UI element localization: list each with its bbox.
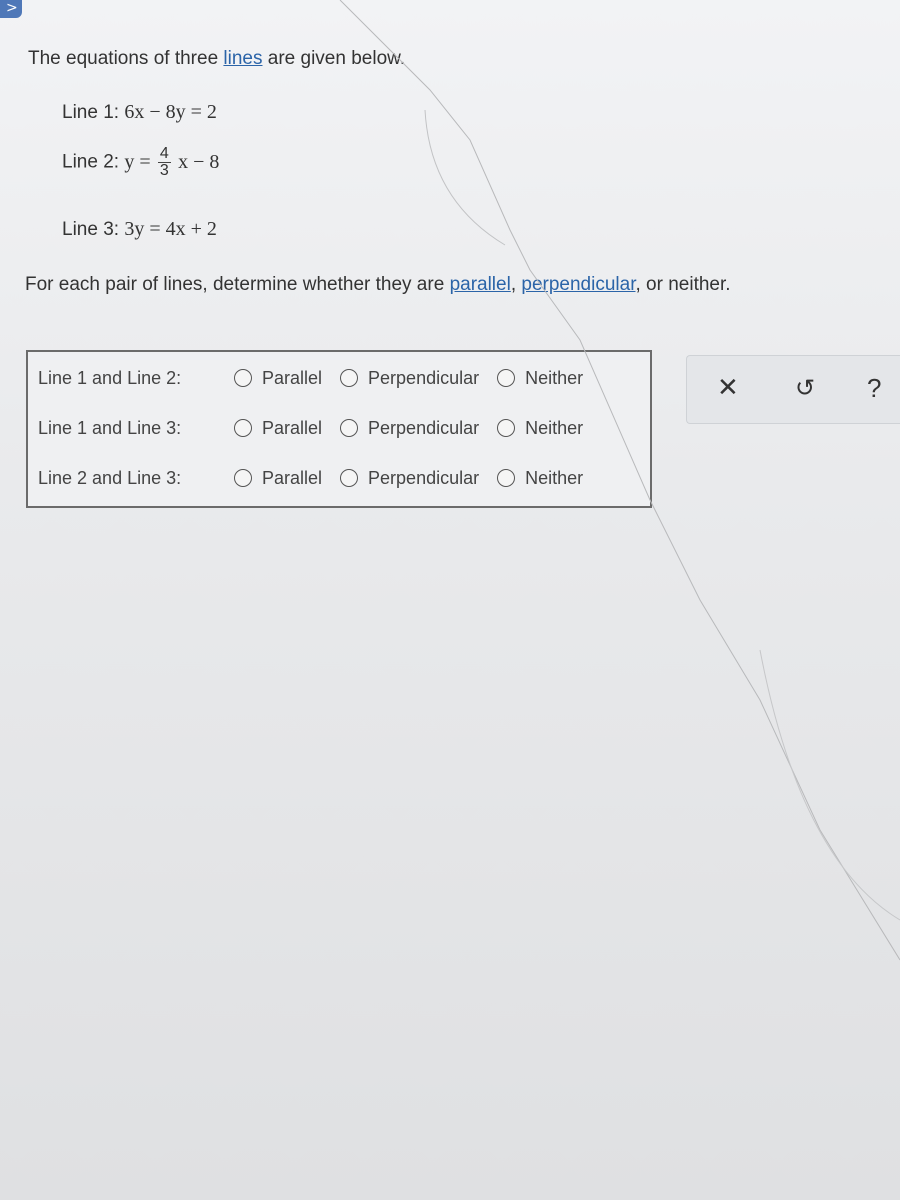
parallel-link[interactable]: parallel [449,274,511,295]
answer-box [26,350,652,508]
prompt-separator: , [510,274,522,295]
option-perpendicular[interactable] [340,368,479,389]
radio-button[interactable] [234,419,252,437]
line1-label: Line 1: [62,102,120,123]
close-icon[interactable]: ✕ [717,373,739,403]
answer-row-1-2 [38,364,601,392]
line2-fraction [158,146,171,179]
equation-line-2 [62,146,219,198]
answer-toolbar [686,355,900,424]
prompt-text-end: , or neither. [635,274,731,295]
option-label: Perpendicular [368,367,480,388]
chevron-icon: > [6,0,18,16]
option-neither[interactable] [497,368,583,389]
option-perpendicular[interactable] [340,468,479,489]
radio-button[interactable] [340,469,358,487]
line3-label: Line 3: [62,219,120,240]
intro-text: The equations of three [28,48,224,69]
option-label: Perpendicular [368,467,480,488]
option-label: Neither [525,417,584,438]
line2-label: Line 2: [62,151,120,173]
option-label: Parallel [262,417,323,438]
row-label: Line 2 and Line 3: [38,467,182,488]
radio-button[interactable] [340,419,358,437]
option-label: Neither [525,467,584,488]
line2-lhs: y = [124,151,151,173]
radio-button[interactable] [340,369,358,387]
line2-rest: x − 8 [178,151,220,173]
radio-button[interactable] [234,469,252,487]
option-neither[interactable] [497,468,583,489]
equation-line-1 [62,101,217,124]
fraction-denominator: 3 [159,162,169,179]
line1-math: 6x − 8y = 2 [124,101,217,123]
radio-button[interactable] [234,369,252,387]
perpendicular-link[interactable]: perpendicular [521,274,636,295]
prompt-text: For each pair of lines, determine whether they are [25,274,450,295]
radio-button[interactable] [497,369,515,387]
option-perpendicular[interactable] [340,418,479,439]
equation-line-3 [62,218,217,241]
answer-row-2-3 [38,464,601,492]
option-parallel[interactable] [234,418,322,439]
option-parallel[interactable] [234,468,322,489]
option-parallel[interactable] [234,368,322,389]
question-intro [28,48,405,70]
radio-button[interactable] [497,419,515,437]
line3-math: 3y = 4x + 2 [124,218,217,240]
option-label: Perpendicular [368,417,480,438]
option-label: Parallel [262,467,323,488]
lines-link[interactable]: lines [223,48,263,69]
row-label: Line 1 and Line 3: [38,417,182,438]
help-icon[interactable]: ? [867,373,882,403]
undo-icon[interactable]: ↺ [795,374,816,402]
option-neither[interactable] [497,418,583,439]
question-prompt [25,274,731,296]
fraction-numerator: 4 [159,145,169,162]
intro-text-end: are given below. [262,48,406,69]
radio-button[interactable] [497,469,515,487]
row-label: Line 1 and Line 2: [38,367,182,388]
option-label: Neither [525,367,584,388]
option-label: Parallel [262,367,323,388]
collapse-tab[interactable] [0,0,22,18]
answer-row-1-3 [38,414,601,442]
